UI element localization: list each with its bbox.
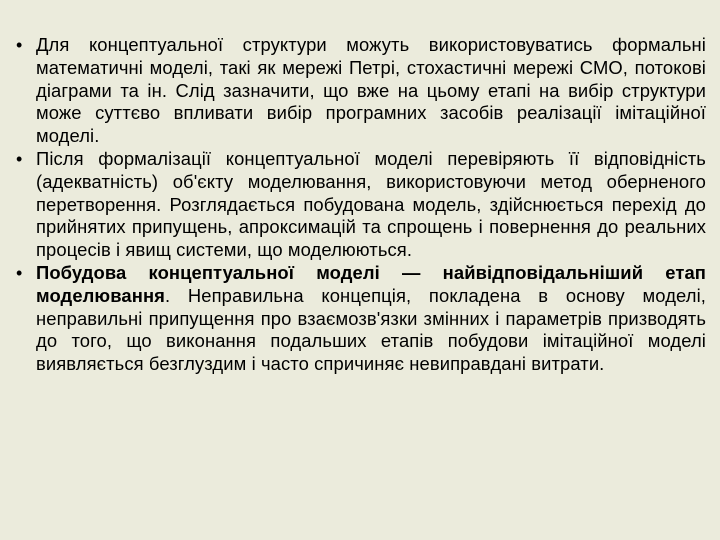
bullet-marker: • bbox=[16, 262, 23, 283]
bullet-item-1 bbox=[14, 34, 706, 148]
bullet-marker: • bbox=[16, 35, 23, 55]
bullet-item-3 bbox=[14, 262, 706, 376]
bullet-item-2 bbox=[14, 148, 706, 262]
bullet-text-1: Для концептуальної структури можуть використовуватись формальні математичні моделі, такі як мережі Петрі, стохастичні мережі СМО, потокові діаграми та ін. Слід зазначити, що вже на цьому етапі на вибір структури може суттєво впливати вибір програмних засобів реалізації імітаційної моделі. bbox=[36, 34, 706, 147]
bullet-text-2: Після формалізації концептуальної моделі перевіряють її відповідність (адекватність) об'єкту моделювання, використовуючи метод оберненого перетворення. Розглядається побудована модель, здійснюється перехід до прийнятих припущень, апроксимацій та спрощень і повернення до реальних процесів і явищ системи, що моделюються. bbox=[36, 147, 706, 261]
bullet-text-3: . Неправильна концепція, покладена в основу моделі, неправильні припущення про взаємозв'язки змінних і параметрів призводять до того, що виконання подальших етапів побудови імітаційної моделі виявляється безглуздим і часто спричиняє невиправдані витрати. bbox=[36, 284, 706, 375]
bullet-marker: • bbox=[16, 148, 23, 169]
bullet-bold-lead-3: Побудова концептуальної моделі — найвідповідальніший етап моделювання bbox=[36, 261, 706, 306]
bullet-list bbox=[14, 34, 706, 376]
